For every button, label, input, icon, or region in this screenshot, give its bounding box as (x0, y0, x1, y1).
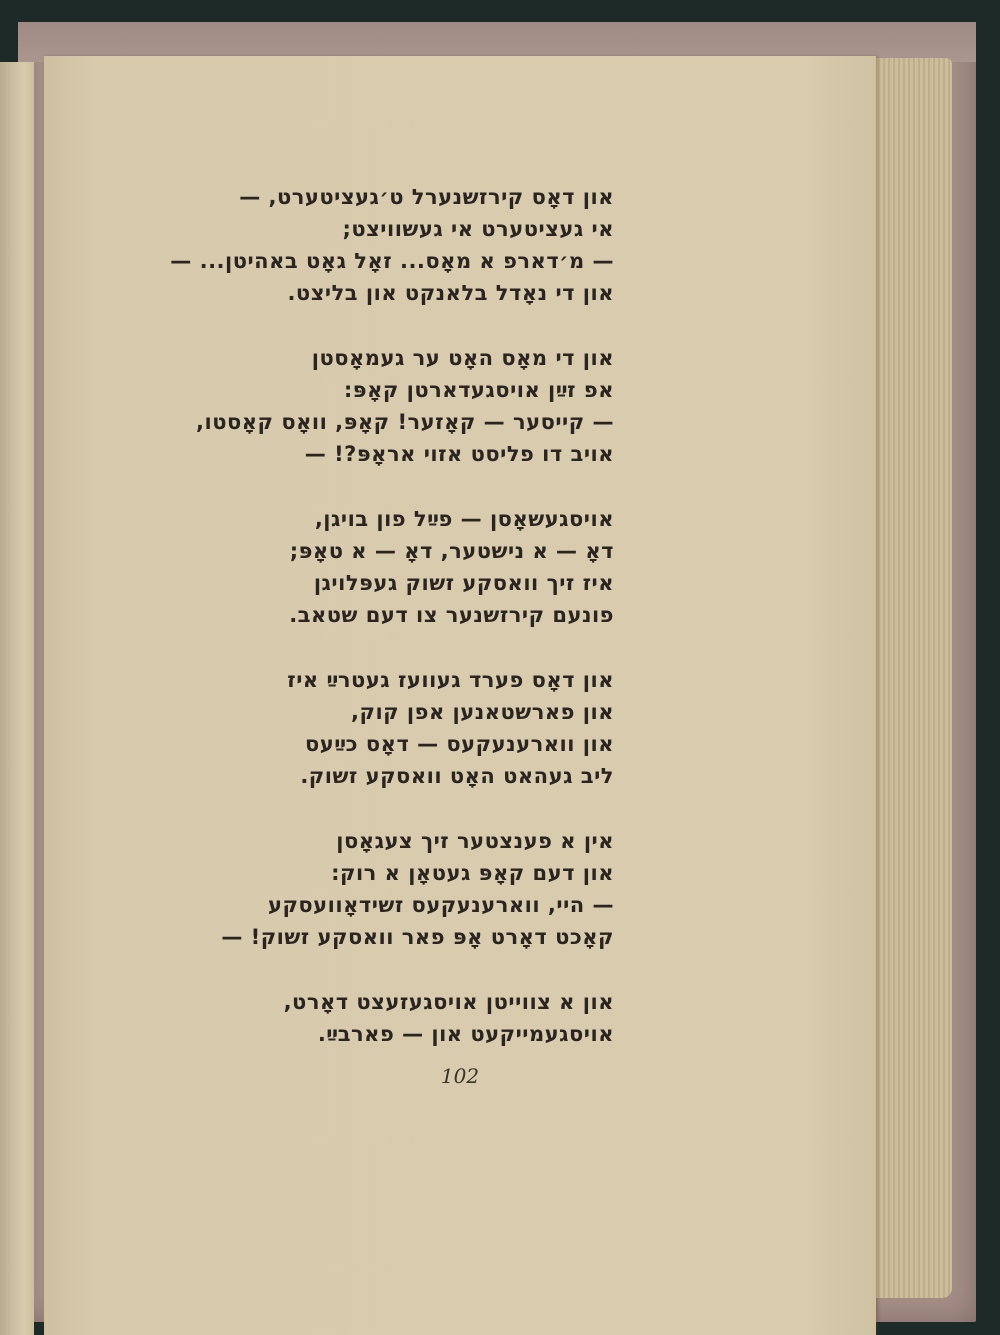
poem-line: אי געציטערט אי געשוויצט; (342, 217, 614, 241)
left-page-edge (0, 62, 34, 1335)
poem-line: פונעם קירזשנער צו דעם שטאב. (289, 603, 614, 627)
poem-line: און די נאָדל בלאנקט און בליצט. (287, 281, 614, 305)
stanza-4 (234, 664, 614, 792)
poem-line: אויסגעשאָסן — פײַל פון בויגן, (314, 507, 614, 531)
poem-line: אפ זײַן אויסגעדארטן קאָפּ: (343, 378, 614, 402)
poem-line: אויסגעמייקעט און — פארבײַ. (317, 1022, 614, 1046)
poem-line: און פארשטאנען אפן קוק, (351, 700, 614, 724)
poem-line: — מ׳דארפ א מאָס... זאָל גאָט באהיטן... — (170, 249, 614, 273)
poem-line: און דאָס קירזשנערל ט׳געציטערט, — (239, 185, 614, 209)
poem-line: איז זיך וואסקע זשוק געפּלויגן (313, 571, 614, 595)
poem-line: און ווארענעקעס — דאָס כײַעס (305, 732, 614, 756)
stanza-6 (234, 986, 614, 1050)
poem-line: דאָ — א נישטער, דאָ — א טאָפּ; (289, 539, 614, 563)
poem-line: קאָכט דאָרט אָפּ פאר וואסקע זשוק! — (221, 925, 614, 949)
stanza-3 (234, 503, 614, 631)
poem-line: — היי, ווארענעקעס זשידאָוועסקע (267, 893, 614, 917)
poem-line: און דאָס פערד געוועז געטרײַ איז (287, 668, 614, 692)
stanza-1 (170, 181, 614, 309)
page-number: 102 (440, 1064, 480, 1088)
poem-line: אין א פענצטער זיך צעגאָסן (336, 829, 614, 853)
book-page (44, 56, 876, 1335)
stanza-2 (196, 342, 614, 470)
poem-line: אויב דו פליסט אזוי אראָפּ?! — (304, 442, 614, 466)
poem-line: און א צווייטן אויסגעזעצט דאָרט, (283, 990, 614, 1014)
poem-line: — קייסער — קאָזער! קאָפּ, וואָס קאָסטו, (196, 410, 614, 434)
poem-line: און דעם קאָפּ געטאָן א רוק: (331, 861, 614, 885)
stanza-5 (221, 825, 614, 953)
poem-line: און די מאָס האָט ער געמאָסטן (311, 346, 614, 370)
poem-line: ליב געהאט האָט וואסקע זשוק. (300, 764, 614, 788)
poem-text (170, 181, 614, 1083)
